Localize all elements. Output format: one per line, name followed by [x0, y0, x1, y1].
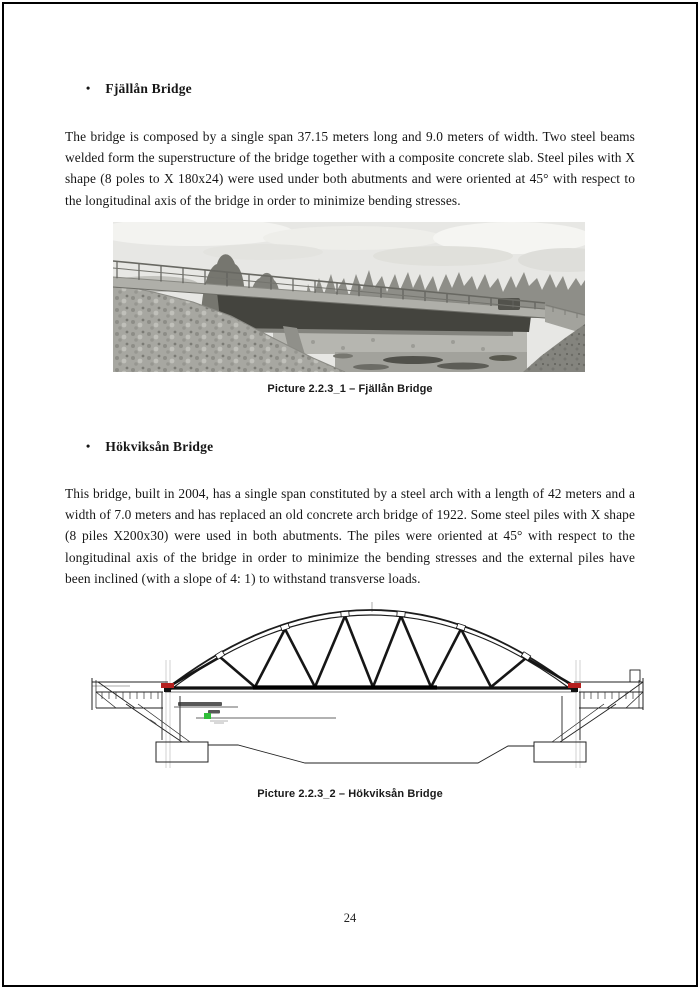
- water-level-marker: [174, 702, 336, 723]
- arch-bridge-drawing-graphic: [90, 600, 645, 776]
- section-heading-fjallan: [86, 81, 192, 97]
- heading-text-hokviksan: Hökviksån Bridge: [105, 439, 214, 454]
- hokviksan-bridge-drawing: [90, 600, 645, 776]
- section-heading-hokviksan: [86, 439, 213, 455]
- drawing-truss-diagonals: [168, 616, 576, 687]
- heading-text-fjallan: Fjällån Bridge: [105, 81, 192, 96]
- drawing-right-abutment: [534, 670, 643, 762]
- figure-caption-hokviksan: Picture 2.2.3_2 – Hökviksån Bridge: [257, 788, 443, 800]
- bridge-photo-graphic: [113, 222, 585, 372]
- drawing-node-plates: [215, 611, 530, 660]
- drawing-deck: [165, 688, 577, 693]
- figure-caption-fjallan: Picture 2.2.3_1 – Fjällån Bridge: [267, 383, 433, 395]
- drawing-riverbed: [208, 745, 534, 763]
- drawing-arch: [165, 610, 577, 690]
- fjallan-bridge-photo: [113, 222, 585, 372]
- paragraph-hokviksan: This bridge, built in 2004, has a single span constituted by a steel arch with a length of 42 meters and a width of 7.0 meters and has replaced an old concrete arch bridge of 1922. Some steel piles with X shape (8 piles X200x30) were used in both abutments. The piles were oriented at 45° with respect to the longitudinal axis of the bridge in order to minimize the bending stresses and the external piles have been inclined (with a slope of 4: 1) to withstand transverse loads.: [65, 486, 635, 586]
- bullet-icon: •: [86, 81, 91, 95]
- bearing-marker-right: [568, 683, 581, 692]
- bullet-icon: •: [86, 439, 91, 453]
- drawing-left-abutment: [92, 678, 208, 762]
- page-number: 24: [343, 911, 357, 925]
- bearing-marker-left: [161, 683, 174, 692]
- paragraph-fjallan: The bridge is composed by a single span 37.15 meters long and 9.0 meters of width. Two steel beams welded form the superstructure of the bridge together with a composite concrete slab. Steel piles with X shape (8 poles to X 180x24) were used under both abutments and were oriented at 45° with respect to the longitudinal axis of the bridge in order to minimize bending stresses.: [65, 129, 635, 208]
